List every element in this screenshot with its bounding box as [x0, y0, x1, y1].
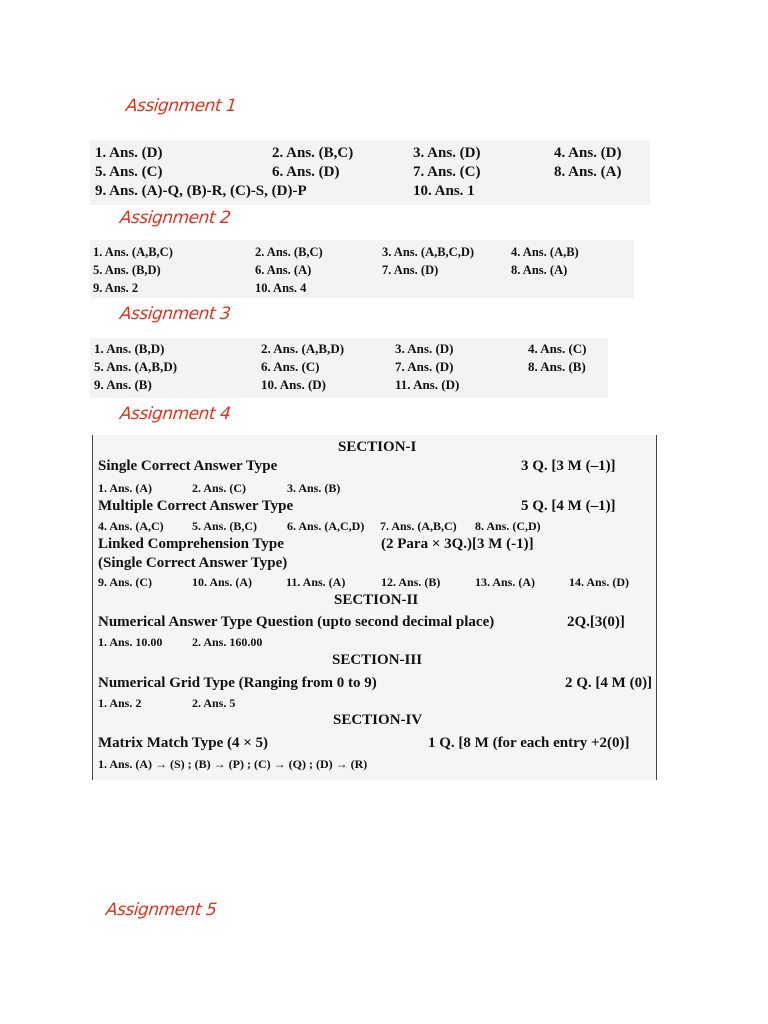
answer-item: 9. Ans. 2 [93, 281, 139, 295]
question-type-label: Multiple Correct Answer Type [98, 498, 294, 514]
answer-item: 2. Ans. (B,C) [255, 245, 323, 259]
question-type-label: Numerical Answer Type Question (upto second decimal place) [98, 614, 495, 630]
answer-item: 14. Ans. (D) [569, 575, 630, 589]
answer-item: 11. Ans. (A) [286, 575, 346, 589]
answer-item: 1. Ans. 2 [98, 696, 142, 710]
answer-item: 2. Ans. (B,C) [272, 145, 354, 161]
answer-item: 7. Ans. (D) [395, 359, 454, 374]
marks-label: 2 Q. [4 M (0)] [565, 675, 653, 691]
answer-item: 6. Ans. (C) [261, 359, 320, 374]
answer-item: 10. Ans. 4 [255, 281, 307, 295]
answer-item: 1. Ans. (B,D) [94, 341, 165, 356]
answer-item: 8. Ans. (A) [511, 263, 568, 277]
answer-item: 2. Ans. (A,B,D) [261, 341, 345, 356]
answer-item: 10. Ans. 1 [413, 183, 475, 199]
answer-item: 3. Ans. (D) [395, 341, 454, 356]
answer-item: 2. Ans. (C) [192, 481, 247, 495]
section-3-heading: SECTION-III [332, 652, 423, 668]
answer-item: 1. Ans. (A,B,C) [93, 245, 173, 259]
question-type-label: Single Correct Answer Type [98, 458, 278, 474]
answer-item: 7. Ans. (D) [382, 263, 439, 277]
answer-item: 8. Ans. (C,D) [475, 519, 541, 533]
assignment-2-title: Assignment 2 [118, 208, 232, 228]
answer-item: 13. Ans. (A) [475, 575, 536, 589]
assignment-5-title: Assignment 5 [104, 900, 218, 920]
answer-item: 5. Ans. (B,C) [192, 519, 258, 533]
answer-item: 9. Ans. (A)-Q, (B)-R, (C)-S, (D)-P [95, 183, 307, 199]
marks-label: 3 Q. [3 M (–1)] [521, 458, 616, 474]
answer-item: 3. Ans. (D) [413, 145, 481, 161]
assignment-4-answers [92, 435, 657, 780]
answer-item: 6. Ans. (A) [255, 263, 312, 277]
marks-label: 2Q.[3(0)] [567, 614, 625, 630]
answer-item: 10. Ans. (D) [261, 377, 327, 392]
assignment-3-title: Assignment 3 [118, 304, 232, 324]
answer-item: 10. Ans. (A) [192, 575, 253, 589]
answer-item: 1. Ans. 10.00 [98, 635, 163, 649]
answer-item: 8. Ans. (B) [528, 359, 586, 374]
assignment-1-answers [90, 140, 650, 205]
answer-item: 8. Ans. (A) [554, 164, 622, 180]
answer-item: 5. Ans. (A,B,D) [94, 359, 178, 374]
question-subtype-label: (Single Correct Answer Type) [98, 555, 288, 571]
answer-item: 4. Ans. (D) [554, 145, 622, 161]
section-2-heading: SECTION-II [334, 592, 419, 608]
answer-item: 7. Ans. (A,B,C) [380, 519, 457, 533]
answer-item: 9. Ans. (C) [98, 575, 153, 589]
answer-item: 5. Ans. (C) [95, 164, 163, 180]
answer-item: 1. Ans. (A) → (S) ; (B) → (P) ; (C) → (Q) ; (D) → (R) [98, 757, 368, 771]
marks-label: 1 Q. [8 M (for each entry +2(0)] [428, 735, 630, 751]
assignment-4-title: Assignment 4 [118, 404, 232, 424]
marks-label: 5 Q. [4 M (–1)] [521, 498, 616, 514]
answer-item: 6. Ans. (A,C,D) [287, 519, 365, 533]
answer-item: 7. Ans. (C) [413, 164, 481, 180]
question-type-label: Linked Comprehension Type [98, 536, 284, 552]
answer-item: 5. Ans. (B,D) [93, 263, 161, 277]
answer-item: 4. Ans. (A,B) [511, 245, 579, 259]
answer-item: 1. Ans. (A) [98, 481, 153, 495]
answer-item: 12. Ans. (B) [381, 575, 441, 589]
assignment-2-answers [90, 240, 634, 298]
answer-item: 9. Ans. (B) [94, 377, 152, 392]
answer-item: 4. Ans. (C) [528, 341, 587, 356]
marks-label: (2 Para × 3Q.)[3 M (-1)] [381, 536, 534, 552]
answer-item: 6. Ans. (D) [272, 164, 340, 180]
answer-item: 2. Ans. 5 [192, 696, 236, 710]
section-1-heading: SECTION-I [338, 439, 417, 455]
answer-item: 3. Ans. (B) [287, 481, 341, 495]
question-type-label: Numerical Grid Type (Ranging from 0 to 9) [98, 675, 377, 691]
assignment-1-title: Assignment 1 [124, 96, 238, 116]
answer-item: 1. Ans. (D) [95, 145, 163, 161]
assignment-3-answers [90, 338, 608, 398]
answer-item: 4. Ans. (A,C) [98, 519, 164, 533]
question-type-label: Matrix Match Type (4 × 5) [98, 735, 269, 751]
answer-item: 2. Ans. 160.00 [192, 635, 263, 649]
section-4-heading: SECTION-IV [333, 712, 423, 728]
answer-item: 11. Ans. (D) [395, 377, 460, 392]
answer-item: 3. Ans. (A,B,C,D) [382, 245, 475, 259]
